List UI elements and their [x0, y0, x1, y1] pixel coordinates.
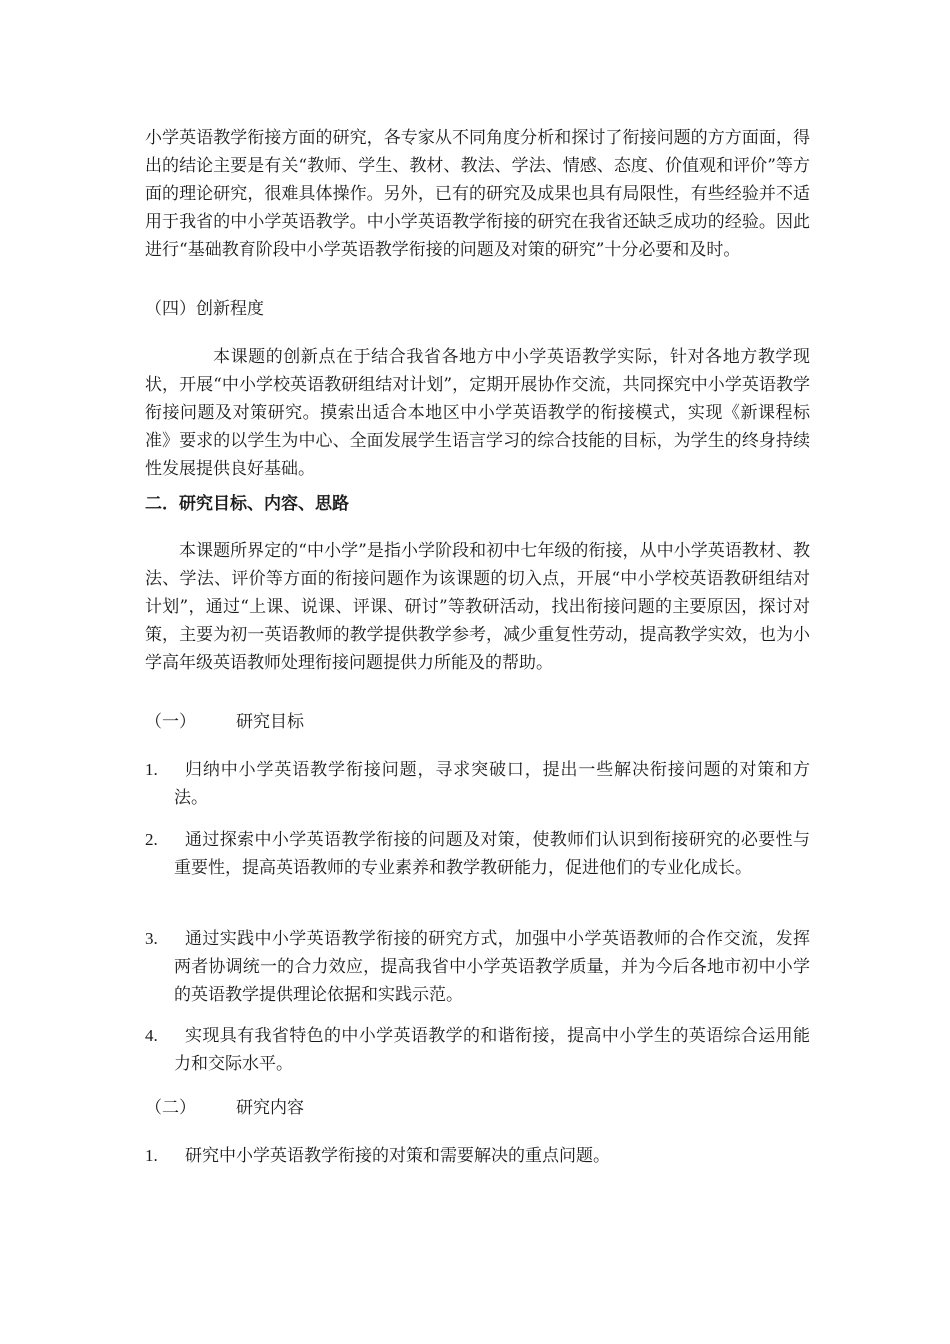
goal-item-number: 1.: [145, 760, 158, 779]
goal-item-number: 4.: [145, 1026, 158, 1045]
intro-paragraph: 小学英语教学衔接方面的研究，各专家从不同角度分析和探讨了衔接问题的方方面面，得出的结论主要是有关“教师、学生、教材、教法、学法、情感、态度、价值观和评价”等方面的理论研究，很难具体操作。另外，已有的研究及成果也具有局限性，有些经验并不适用于我省的中小学英语教学。中小学英语教学衔接的研究在我省还缺乏成功的经验。因此进行“基础教育阶段中小学英语教学衔接的问题及对策的研究”十分必要和及时。: [145, 128, 810, 260]
goal-item-number: 2.: [145, 830, 158, 849]
goal-item-text: 通过探索中小学英语教学衔接的问题及对策，使教师们认识到衔接研究的必要性与重要性，提高英语教师的专业素养和教学教研能力，促进他们的专业化成长。: [174, 830, 810, 878]
goal-item-1: [145, 756, 810, 812]
section-two-title: 二．研究目标、内容、思路: [145, 494, 349, 514]
goal-item-4: [145, 1022, 810, 1078]
goals-label: [145, 708, 304, 736]
contents-label: [145, 1094, 304, 1122]
contents-label-prefix: （二）: [145, 1098, 196, 1118]
goal-item-text: 通过实践中小学英语教学衔接的研究方式，加强中小学英语教师的合作交流，发挥两者协调统一的合力效应，提高我省中小学英语教学质量，并为今后各地市初中小学的英语教学提供理论依据和实践示范。: [174, 929, 810, 1005]
section-two-paragraph: 本课题所界定的“中小学”是指小学阶段和初中七年级的衔接，从中小学英语教材、教法、学法、评价等方面的衔接问题作为该课题的切入点，开展“中小学校英语教研组结对计划”，通过“上课、说课、评课、研讨”等教研活动，找出衔接问题的主要原因，探讨对策，主要为初一英语教师的教学提供教学参考，减少重复性劳动，提高教学实效，也为小学高年级英语教师处理衔接问题提供力所能及的帮助。: [145, 541, 810, 673]
content-item-1: [145, 1142, 810, 1170]
content-item-number: 1.: [145, 1146, 158, 1165]
goals-label-text: 研究目标: [236, 712, 304, 732]
goals-label-prefix: （一）: [145, 712, 196, 732]
goal-item-text: 归纳中小学英语教学衔接问题，寻求突破口，提出一些解决衔接问题的对策和方法。: [174, 760, 810, 808]
goal-item-text: 实现具有我省特色的中小学英语教学的和谐衔接，提高中小学生的英语综合运用能力和交际水平。: [174, 1026, 810, 1074]
contents-label-text: 研究内容: [236, 1098, 304, 1118]
goal-item-2: [145, 826, 810, 882]
section-four-title: （四）创新程度: [145, 299, 264, 319]
content-item-text: 研究中小学英语教学衔接的对策和需要解决的重点问题。: [185, 1146, 610, 1166]
section-four-paragraph: 本课题的创新点在于结合我省各地方中小学英语教学实际，针对各地方教学现状，开展“中小学校英语教研组结对计划”，定期开展协作交流，共同探究中小学英语教学衔接问题及对策研究。摸索出适合本地区中小学英语教学的衔接模式，实现《新课程标准》要求的以学生为中心、全面发展学生语言学习的综合技能的目标，为学生的终身持续性发展提供良好基础。: [145, 347, 810, 479]
goal-item-3: [145, 925, 810, 1009]
goal-item-number: 3.: [145, 929, 158, 948]
